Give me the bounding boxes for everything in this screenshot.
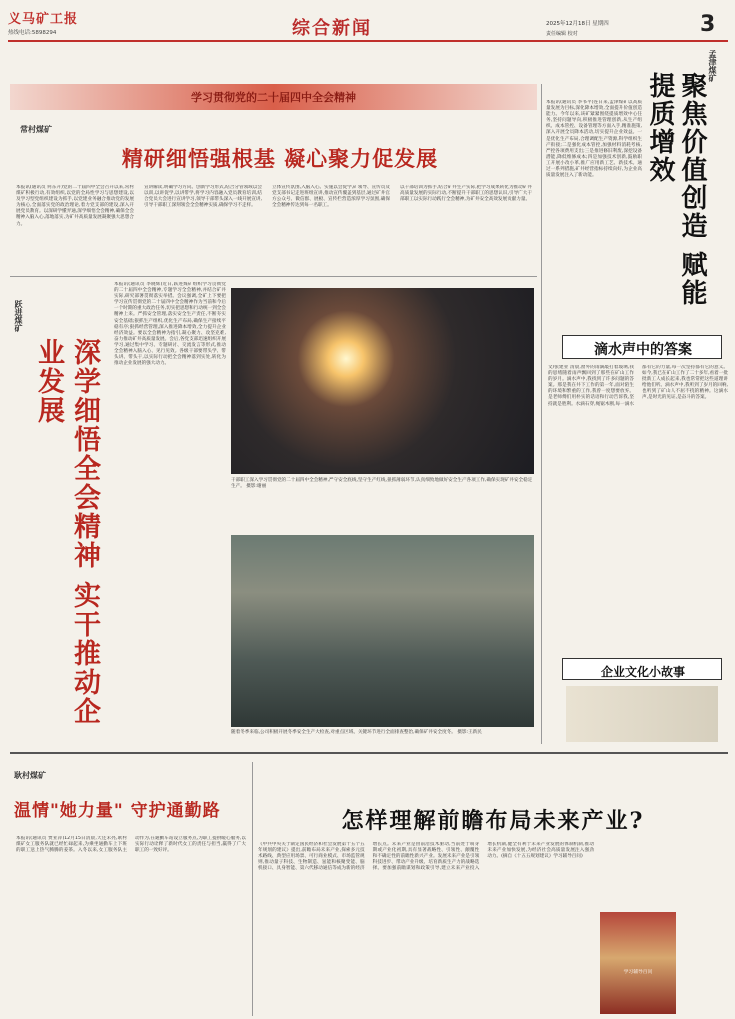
article1-col1: 本报讯(通讯员 何东升)党的二十届四中全会召开以来,常村煤矿积极行动,有效组织,以党的全局性学习与思想建设,以及学习型党组织建设为抓手,以党建业务融合推动党的发展为核心,全面落实党的政治理论,着力党支部的建设,深入开展党员教育。以深研学懂弄通,深学细悟全会精神,确保全会精神入脑入心,落地落实,为矿井高质量发展凝聚强大思想合力。 [16,185,134,227]
divider [541,84,542,744]
article3-body: 本报讯(通讯员 李书平)连日来,孟津煤矿以高质量发展为目标,深化降本增效,全面提升价值创造能力。今年以来,该矿紧紧围绕提质增效中心任务,坚持问题导向,积极推进管理创新,从生产组织、成本管控、设备管理等方面入手,精准施策,深入开展全员降本活动,切实提升企业效益。一是优化生产布局,合理调配生产资源,科学组织生产衔接;二是强化成本管控,加强材料消耗考核,严控各项费用支出;三是推进修旧利废,深挖设备潜能,降低维修成本;四是加强技术创新,鼓励职工开展小改小革,推广应用新工艺、新技术。通过一系列措施,矿井经营指标持续向好,为企业高质量发展注入了新动能。 [546,100,642,179]
header-rule [8,40,728,42]
divider [10,276,537,277]
photo1-caption: 干部职工深入学习贯彻党的二十届四中全会精神,严守安全底线,坚守生产红线,狠抓薄弱环节,认真细致地做好安全生产各项工作,确保实现矿井安全稳定生产。 摄影:谢丽 [231,478,533,490]
book-cover [600,912,676,1014]
issue-date: 2025年12月18日 星期四 [546,21,609,27]
article3-tag: 孟津煤矿 [708,50,717,82]
article5-body: 《中共中央关于制定国民经济和社会发展第十五个五年规划的建议》提出,前瞻布局未来产业,探索多元技术路线、典型应用场景、可行商业模式、市场监管规则,推动量子科技、生物制造、氢能和核聚变能、脑机接口、具身智能、第六代移动通信等成为新的经济增长点。未来产业是由前沿技术驱动,当前处于萌芽期或产业化初期,具有显著战略性、引领性、颠覆性和不确定性的前瞻性新兴产业。发展未来产业是引领科技进步、带动产业升级、培育新质生产力的战略选择。要加强前瞻谋划和政策引导,建立未来产业投入增长机制,健全有利于未来产业发展的体制机制,推动未来产业加快发展,为经济社会高质量发展注入强劲动力。(摘自《十五五规划建议》学习辅导百问) [258,842,594,872]
article2-body: 本报讯(通讯员 李晓辉)近日,跃进煤矿组织学习贯彻党的二十届四中全会精神,专题学习全会精神,并结合矿井实际,研究部署贯彻落实举措。会议强调,全矿上下要把学习宣传贯彻党的二十届四中全会精神作为当前和今后一个时期的重大政治任务,切实把思想和行动统一到全会精神上来。严抓安全管理,落实安全生产责任,不断夯实安全基础;狠抓生产组织,优化生产布局,确保生产接续平稳有序;狠抓经营管理,深入推进降本增效,全力提升企业经济效益。要以全会精神为指引,凝心聚力、攻坚克难,奋力推动矿井高质量发展。会后,各党支部迅速组织开展学习,通过集中学习、专题研讨、交流发言等形式,推动全会精神入脑入心、见行见效。各级干部要带头学、带头讲、带头干,以实际行动把全会精神落到实处,转化为推动企业发展的强大动力。 [114,282,226,367]
culture-story-box [562,658,722,680]
inspection-photo [231,535,534,727]
article4-headline: 温情"她力量" 守护通勤路 [14,801,221,821]
masthead-logo: 义马矿工报 [8,12,79,27]
article2-headline: 深学细悟全会精神 实干推动企业发展 [33,338,100,727]
article4-tag: 耿村煤矿 [14,771,46,780]
essay-title: 滴水声中的答案 [594,342,692,358]
article1-tag: 常村煤矿 [20,125,52,134]
culture-illustration [566,686,718,742]
article1-col2: 宣讲解读,明确学习方向。创新学习形式,结合分管领域以会以训,以讲促学,以讲带学,将学习内容融入党员教育培训,结合党员大会进行宣讲学习,领导干部带头深入一线开展宣讲,引导干部职工深刻领会全会精神实质,确保学习不走样。 [144,185,262,209]
topic-banner-text: 学习贯彻党的二十届四中全会精神 [191,91,356,104]
divider [10,752,728,754]
essay-body: 文/张建业 清晨,窗外的雨滴敲打着玻璃,我的思绪随着雨声飘回到了那些在矿山工作的岁月。滴水声中,我找到了许多问题的答案。那是我在井下工作的第一年,面对陌生的环境和繁重的工作,我曾一度想要放弃。是老师傅们用朴实的话语和行动告诉我,坚持就是胜利。水滴石穿,绳锯木断,每一滴水都有它的力量,每一次坚持都有它的意义。如今,我已在矿山工作了二十多年,看着一批批新工人成长起来,我也常常把这些道理讲给他们听。滴水声中,我听到了岁月的回响,也听到了矿山人不屈不挠的精神。这滴水声,是时光的见证,是奋斗的答案。 [548,365,728,407]
article1-col3: 立体宣传氛围,入脑入心。实施以会促学,矿领导、宣传员及党支部书记走进班组宣讲,推动宣传覆盖到基层,通过矿井官方公众号、微信群、展板、宣传栏营造浓厚学习氛围,确保全会精神传达到每一名职工。 [272,185,390,209]
photo2-caption: 随着冬季来临,公司积极开展冬季安全生产大检查,对重点区域、关键环节进行全面排查整治,确保矿井安全度冬。 摄影:王新民 [231,730,482,735]
issue-editors: 责任编辑 校对 [546,31,578,37]
essay-title-box [562,335,722,359]
article2-tag: 跃进煤矿 [14,300,23,332]
book-cover-label: 学习辅导百问 [623,970,653,975]
welding-photo [231,288,534,474]
culture-story-title: 企业文化小故事 [600,665,685,679]
page-number: 3 [700,12,716,37]
topic-banner [10,84,537,110]
article4-body: 本报讯(通讯员 贾亚萍)12月15日清晨,天还未亮,耿村煤矿女工服务队就已经忙碌起来,为乘坐通勤车上下班的职工送上热气腾腾的姜茶。入冬以来,女工服务队主动作为,在通勤车站设立服务点,为职工提供暖心服务,以实际行动诠释了新时代女工的责任与担当,赢得了广大职工的一致好评。 [16,836,246,854]
section-title: 综合新闻 [292,18,372,39]
article5-headline: 怎样理解前瞻布局未来产业? [341,808,645,834]
masthead-hotline: 热线电话:5898294 [8,30,57,36]
article1-headline: 精研细悟强根基 凝心聚力促发展 [121,146,439,171]
article3-headline: 聚焦价值创造 赋能提质增效 [645,72,707,308]
article1-col4: 以干部培训为抓手,结合矿井生产实际,把学习成果转化为推动矿井高质量发展的实际行动,不断提升干部职工的思想认识,引导广大干部职工以实际行动践行全会精神,为矿井安全高效发展贡献力量。 [400,185,532,203]
divider [252,762,253,1016]
